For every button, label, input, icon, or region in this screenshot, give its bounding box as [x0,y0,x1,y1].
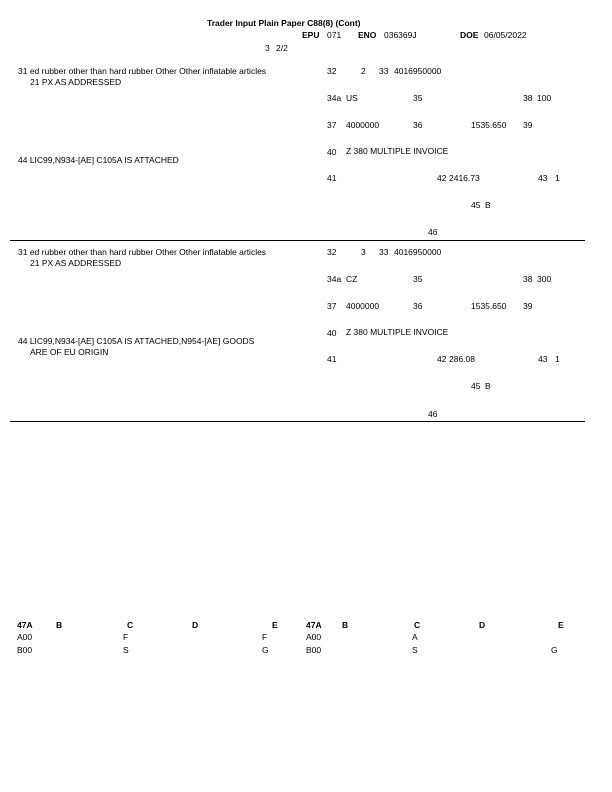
valuation-method: 1 [555,354,560,364]
box-39-label: 39 [523,301,533,311]
valuation-method: 1 [555,173,560,183]
tax-base-cell: A [412,632,418,642]
item-packages: 21 PX AS ADDRESSED [30,77,122,87]
box-45-label: 45 [471,381,481,391]
box-36-value: 1535.650 [471,120,507,130]
item-description: 31 ed rubber other than hard rubber Other Other inflatable articles [18,66,267,76]
doe-label: DOE [460,30,479,40]
procedure-code: 4000000 [346,301,380,311]
adjustment: B [485,200,491,210]
procedure-code: 4000000 [346,120,380,130]
box-45-label: 45 [471,200,481,210]
epu-label: EPU [302,30,320,40]
box-40-label: 40 [327,328,337,338]
tax-base-cell: S [123,645,129,655]
net-mass: 100 [537,93,552,103]
col-header-e: E [558,620,564,630]
payment-method-cell: G [262,645,269,655]
box-40-label: 40 [327,147,337,157]
eno-label: ENO [358,30,377,40]
eno-value: 036369J [384,30,417,40]
col-header-d: D [192,620,199,630]
box-32-label: 32 [327,66,337,76]
payment-method-cell: G [551,645,558,655]
additional-info-cont: ARE OF EU ORIGIN [30,347,109,357]
tax-type-cell: A00 [17,632,33,642]
box-43-label: 43 [538,354,548,364]
box-33-label: 33 [379,66,389,76]
box-39-label: 39 [523,120,533,130]
country-of-origin: US [346,93,358,103]
box-36-label: 36 [413,301,423,311]
tax-type-cell: B00 [306,645,322,655]
box-34a-label: 34a [327,274,342,284]
adjustment: B [485,381,491,391]
box-37-label: 37 [327,120,337,130]
box-33-label: 33 [379,247,389,257]
box-32-label: 32 [327,247,337,257]
item-number: 2 [361,66,366,76]
box-38-label: 38 [523,93,533,103]
col-header-d: D [479,620,486,630]
box-46-label: 46 [428,409,438,419]
commodity-code: 4016950000 [394,66,442,76]
box-42-label: 42 [437,173,447,183]
item-number: 3 [361,247,366,257]
box-35-label: 35 [413,93,423,103]
item-price: 286.08 [449,354,475,364]
net-mass: 300 [537,274,552,284]
box-36-value: 1535.650 [471,301,507,311]
item-price: 2416.73 [449,173,480,183]
form-title: Trader Input Plain Paper C88(8) (Cont) [207,18,361,28]
tax-base-cell: S [412,645,418,655]
tax-type-cell: A00 [306,632,322,642]
item-separator [10,240,585,241]
box-38-label: 38 [523,274,533,284]
page-of: 2/2 [276,43,288,53]
col-header-b: B [342,620,349,630]
col-header-b: B [56,620,63,630]
additional-info: 44 LIC99,N934-[AE] C105A IS ATTACHED [18,155,179,165]
col-header-c: C [414,620,421,630]
box-36-label: 36 [413,120,423,130]
item-separator [10,421,585,422]
previous-document: Z 380 MULTIPLE INVOICE [346,146,449,156]
item-description: 31 ed rubber other than hard rubber Other Other inflatable articles [18,247,267,257]
tax-base-cell: F [123,632,129,642]
doe-value: 06/05/2022 [484,30,527,40]
country-of-origin: CZ [346,274,358,284]
col-header-c: C [127,620,134,630]
col-header-e: E [272,620,278,630]
previous-document: Z 380 MULTIPLE INVOICE [346,327,449,337]
box-35-label: 35 [413,274,423,284]
commodity-code: 4016950000 [394,247,442,257]
additional-info: 44 LIC99,N934-[AE] C105A IS ATTACHED,N954-[AE] GOODS [18,336,255,346]
box-46-label: 46 [428,227,438,237]
epu-value: 071 [327,30,342,40]
item-packages: 21 PX AS ADDRESSED [30,258,122,268]
col-header-47a: 47A [17,620,33,630]
page-number: 3 [265,43,270,53]
box-42-label: 42 [437,354,447,364]
box-37-label: 37 [327,301,337,311]
payment-method-cell: F [262,632,268,642]
box-34a-label: 34a [327,93,342,103]
col-header-47a: 47A [306,620,322,630]
box-43-label: 43 [538,173,548,183]
box-41-label: 41 [327,173,337,183]
box-41-label: 41 [327,354,337,364]
tax-type-cell: B00 [17,645,33,655]
